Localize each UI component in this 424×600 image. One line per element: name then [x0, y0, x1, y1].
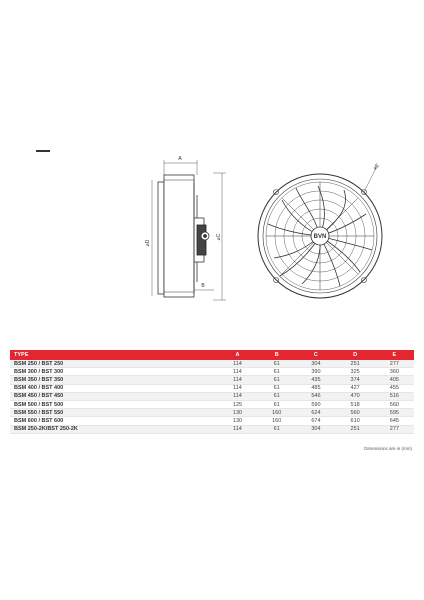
- cell-b: 61: [257, 376, 296, 384]
- cell-a: 114: [218, 360, 257, 368]
- dimension-e: [364, 168, 376, 192]
- col-header-e: E: [375, 350, 414, 360]
- cell-a: 125: [218, 400, 257, 408]
- col-header-d: D: [336, 350, 375, 360]
- label-a: A: [178, 156, 182, 162]
- table-row: [10, 360, 414, 368]
- cell-d: 251: [336, 360, 375, 368]
- label-c: ⌀C: [216, 233, 222, 241]
- cell-type: BSM 600 / BST 600: [10, 417, 218, 425]
- cell-c: 546: [296, 392, 335, 400]
- cell-b: 61: [257, 360, 296, 368]
- table-row: [10, 392, 414, 400]
- col-header-b: B: [257, 350, 296, 360]
- cell-b: 61: [257, 384, 296, 392]
- cell-a: 114: [218, 368, 257, 376]
- cell-e: 405: [375, 376, 414, 384]
- dimensions-note: Dimensions are in (mm): [364, 446, 412, 451]
- cell-a: 114: [218, 376, 257, 384]
- cell-b: 61: [257, 400, 296, 408]
- cell-d: 518: [336, 400, 375, 408]
- cell-c: 674: [296, 417, 335, 425]
- cell-e: 516: [375, 392, 414, 400]
- col-header-type: TYPE: [10, 350, 218, 360]
- cell-a: 130: [218, 409, 257, 417]
- cell-e: 595: [375, 409, 414, 417]
- cell-a: 114: [218, 425, 257, 433]
- cell-e: 645: [375, 417, 414, 425]
- table-header-row: [10, 350, 414, 360]
- cell-b: 160: [257, 409, 296, 417]
- cell-c: 435: [296, 376, 335, 384]
- cell-type: BSM 250-2K/BST 250-2K: [10, 425, 218, 433]
- cell-d: 325: [336, 368, 375, 376]
- cell-d: 560: [336, 409, 375, 417]
- cell-type: BSM 350 / BST 350: [10, 376, 218, 384]
- cell-type: BSM 300 / BST 300: [10, 368, 218, 376]
- table-row: [10, 384, 414, 392]
- cell-b: 61: [257, 425, 296, 433]
- cell-e: 560: [375, 400, 414, 408]
- cell-c: 304: [296, 360, 335, 368]
- cell-d: 427: [336, 384, 375, 392]
- cell-type: BSM 250 / BST 250: [10, 360, 218, 368]
- cell-c: 485: [296, 384, 335, 392]
- cell-d: 251: [336, 425, 375, 433]
- table-row: [10, 400, 414, 408]
- label-d: ⌀D: [145, 239, 151, 247]
- col-header-a: A: [218, 350, 257, 360]
- cell-c: 590: [296, 400, 335, 408]
- table-row: [10, 368, 414, 376]
- cell-e: 277: [375, 425, 414, 433]
- fan-side-view: [158, 175, 209, 297]
- label-b: B: [201, 283, 205, 289]
- cell-a: 114: [218, 392, 257, 400]
- col-header-c: C: [296, 350, 335, 360]
- cell-c: 304: [296, 425, 335, 433]
- cell-c: 624: [296, 409, 335, 417]
- cell-e: 360: [375, 368, 414, 376]
- cell-type: BSM 400 / BST 400: [10, 384, 218, 392]
- table-row: [10, 417, 414, 425]
- cell-d: 374: [336, 376, 375, 384]
- cell-b: 61: [257, 392, 296, 400]
- cell-a: 130: [218, 417, 257, 425]
- cell-e: 277: [375, 360, 414, 368]
- table-row: [10, 409, 414, 417]
- cell-a: 114: [218, 384, 257, 392]
- cell-d: 610: [336, 417, 375, 425]
- cell-type: BSM 550 / BST 550: [10, 409, 218, 417]
- cell-type: BSM 500 / BST 500: [10, 400, 218, 408]
- dimension-a: [164, 160, 197, 175]
- cell-e: 455: [375, 384, 414, 392]
- cell-type: BSM 450 / BST 450: [10, 392, 218, 400]
- cell-c: 390: [296, 368, 335, 376]
- cell-d: 470: [336, 392, 375, 400]
- brand-logo: BVN: [313, 234, 327, 240]
- dimensions-table: [10, 350, 414, 434]
- table-row: [10, 425, 414, 433]
- table-row: [10, 376, 414, 384]
- cell-b: 160: [257, 417, 296, 425]
- cell-b: 61: [257, 368, 296, 376]
- label-e: ⌀E: [372, 162, 381, 172]
